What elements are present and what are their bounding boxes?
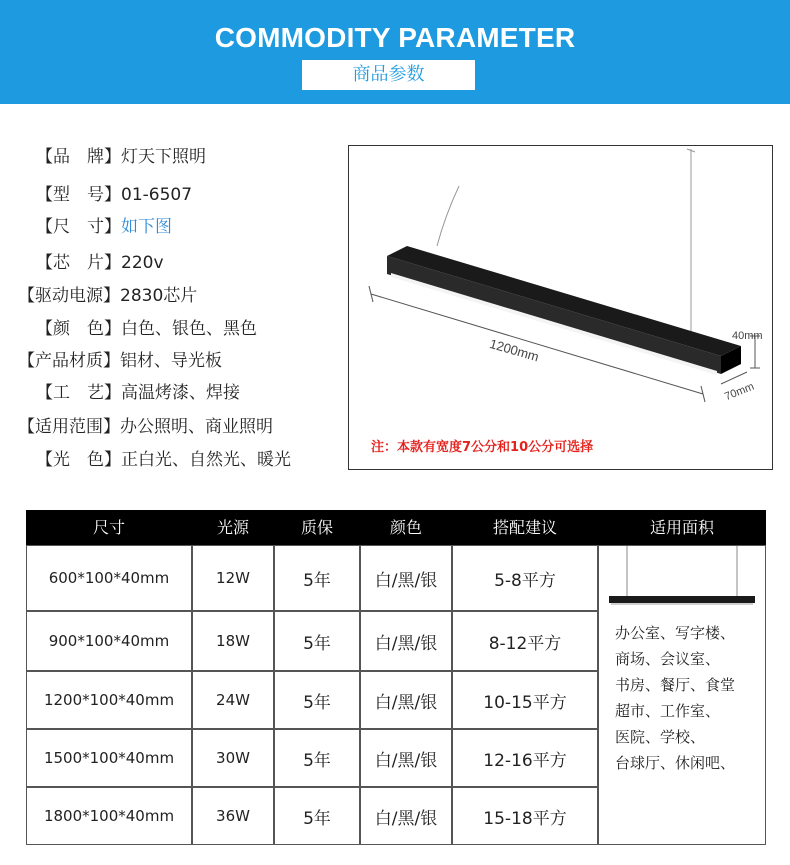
spec-value: 办公照明、商业照明 — [120, 417, 273, 437]
applicable-area-cell — [598, 545, 766, 845]
table-header — [26, 510, 766, 545]
spec-value: 灯天下照明 — [121, 147, 206, 167]
header-cell-warranty: 质保 — [300, 518, 333, 537]
spec-value: 220v — [121, 253, 164, 273]
cell-light: 18W — [192, 611, 274, 671]
mini-lamp-body — [609, 596, 755, 603]
cell-color: 白/黑/银 — [360, 787, 452, 845]
cell-size: 600*100*40mm — [26, 545, 192, 611]
cell-light: 30W — [192, 729, 274, 787]
cell-warranty: 5年 — [274, 787, 360, 845]
spec-value: 01-6507 — [121, 185, 193, 205]
area-line: 书房、餐厅、食堂 — [615, 676, 736, 694]
header-banner — [0, 0, 790, 104]
cell-light: 36W — [192, 787, 274, 845]
product-note: 注：本款有宽度7公分和10公分可选择 — [371, 440, 594, 455]
cell-suggestion: 10-15平方 — [452, 671, 598, 729]
spec-brand — [36, 146, 206, 168]
spec-color — [36, 318, 257, 340]
cell-size: 900*100*40mm — [26, 611, 192, 671]
cell-warranty: 5年 — [274, 545, 360, 611]
cell-warranty: 5年 — [274, 729, 360, 787]
cell-color: 白/黑/银 — [360, 671, 452, 729]
spec-chip — [36, 252, 164, 274]
cell-suggestion: 12-16平方 — [452, 729, 598, 787]
spec-value: 2830芯片 — [120, 286, 198, 306]
area-line: 台球厅、休闲吧、 — [615, 754, 736, 772]
cell-color: 白/黑/银 — [360, 545, 452, 611]
area-line: 超市、工作室、 — [615, 702, 721, 720]
spec-application — [18, 416, 273, 438]
area-line: 办公室、写字楼、 — [615, 624, 736, 642]
spec-label: 【适用范围】 — [18, 417, 120, 437]
header-cell-area: 适用面积 — [649, 518, 714, 537]
header-cell-light: 光源 — [216, 518, 249, 537]
lamp-top-face — [387, 246, 741, 356]
spec-light-color — [36, 449, 291, 471]
lamp-front-face — [387, 256, 721, 374]
cell-color: 白/黑/银 — [360, 611, 452, 671]
header-cell-suggestion: 搭配建议 — [492, 518, 557, 537]
cell-suggestion: 5-8平方 — [452, 545, 598, 611]
mini-lamp-light — [611, 603, 753, 605]
spec-process — [36, 382, 240, 404]
cell-warranty: 5年 — [274, 611, 360, 671]
spec-label: 【芯 片】 — [36, 253, 121, 273]
cell-size: 1800*100*40mm — [26, 787, 192, 845]
cell-light: 12W — [192, 545, 274, 611]
spec-value: 白色、银色、黑色 — [121, 319, 257, 339]
header-cell-color: 颜色 — [389, 518, 422, 537]
spec-label: 【品 牌】 — [36, 147, 121, 167]
spec-model — [36, 184, 192, 206]
banner-subtitle: 商品参数 — [302, 60, 475, 90]
applicable-area-list — [615, 620, 765, 776]
cell-color: 白/黑/银 — [360, 729, 452, 787]
spec-driver — [18, 285, 197, 307]
cell-suggestion: 8-12平方 — [452, 611, 598, 671]
lamp-light-strip — [391, 273, 717, 375]
spec-label: 【颜 色】 — [36, 319, 121, 339]
suspension-wire — [437, 186, 459, 246]
banner-title: COMMODITY PARAMETER — [214, 22, 576, 53]
length-label: 1200mm — [487, 336, 541, 365]
header-cell-size: 尺寸 — [92, 518, 125, 537]
spec-value: 高温烤漆、焊接 — [121, 383, 240, 403]
spec-label: 【光 色】 — [36, 450, 121, 470]
spec-label: 【尺 寸】 — [36, 217, 121, 237]
spec-value-link[interactable]: 如下图 — [121, 217, 172, 237]
spec-value: 铝材、导光板 — [120, 351, 222, 371]
spec-label: 【型 号】 — [36, 185, 121, 205]
width-label: 70mm — [723, 380, 756, 404]
cell-suggestion: 15-18平方 — [452, 787, 598, 845]
spec-material — [18, 350, 222, 372]
cell-warranty: 5年 — [274, 671, 360, 729]
cell-light: 24W — [192, 671, 274, 729]
product-image-box — [348, 145, 773, 470]
spec-size — [36, 216, 172, 238]
spec-label: 【驱动电源】 — [18, 286, 120, 306]
cell-size: 1500*100*40mm — [26, 729, 192, 787]
linear-lamp-illustration — [349, 146, 772, 469]
spec-label: 【产品材质】 — [18, 351, 120, 371]
mini-lamp-icon — [599, 546, 765, 616]
parameter-table — [26, 510, 766, 845]
area-line: 商场、会议室、 — [615, 650, 721, 668]
area-line: 医院、学校、 — [615, 728, 706, 746]
spec-label: 【工 艺】 — [36, 383, 121, 403]
spec-value: 正白光、自然光、暖光 — [121, 450, 291, 470]
width-dimension-line — [721, 372, 747, 384]
height-label: 40mm — [732, 330, 763, 342]
cell-size: 1200*100*40mm — [26, 671, 192, 729]
